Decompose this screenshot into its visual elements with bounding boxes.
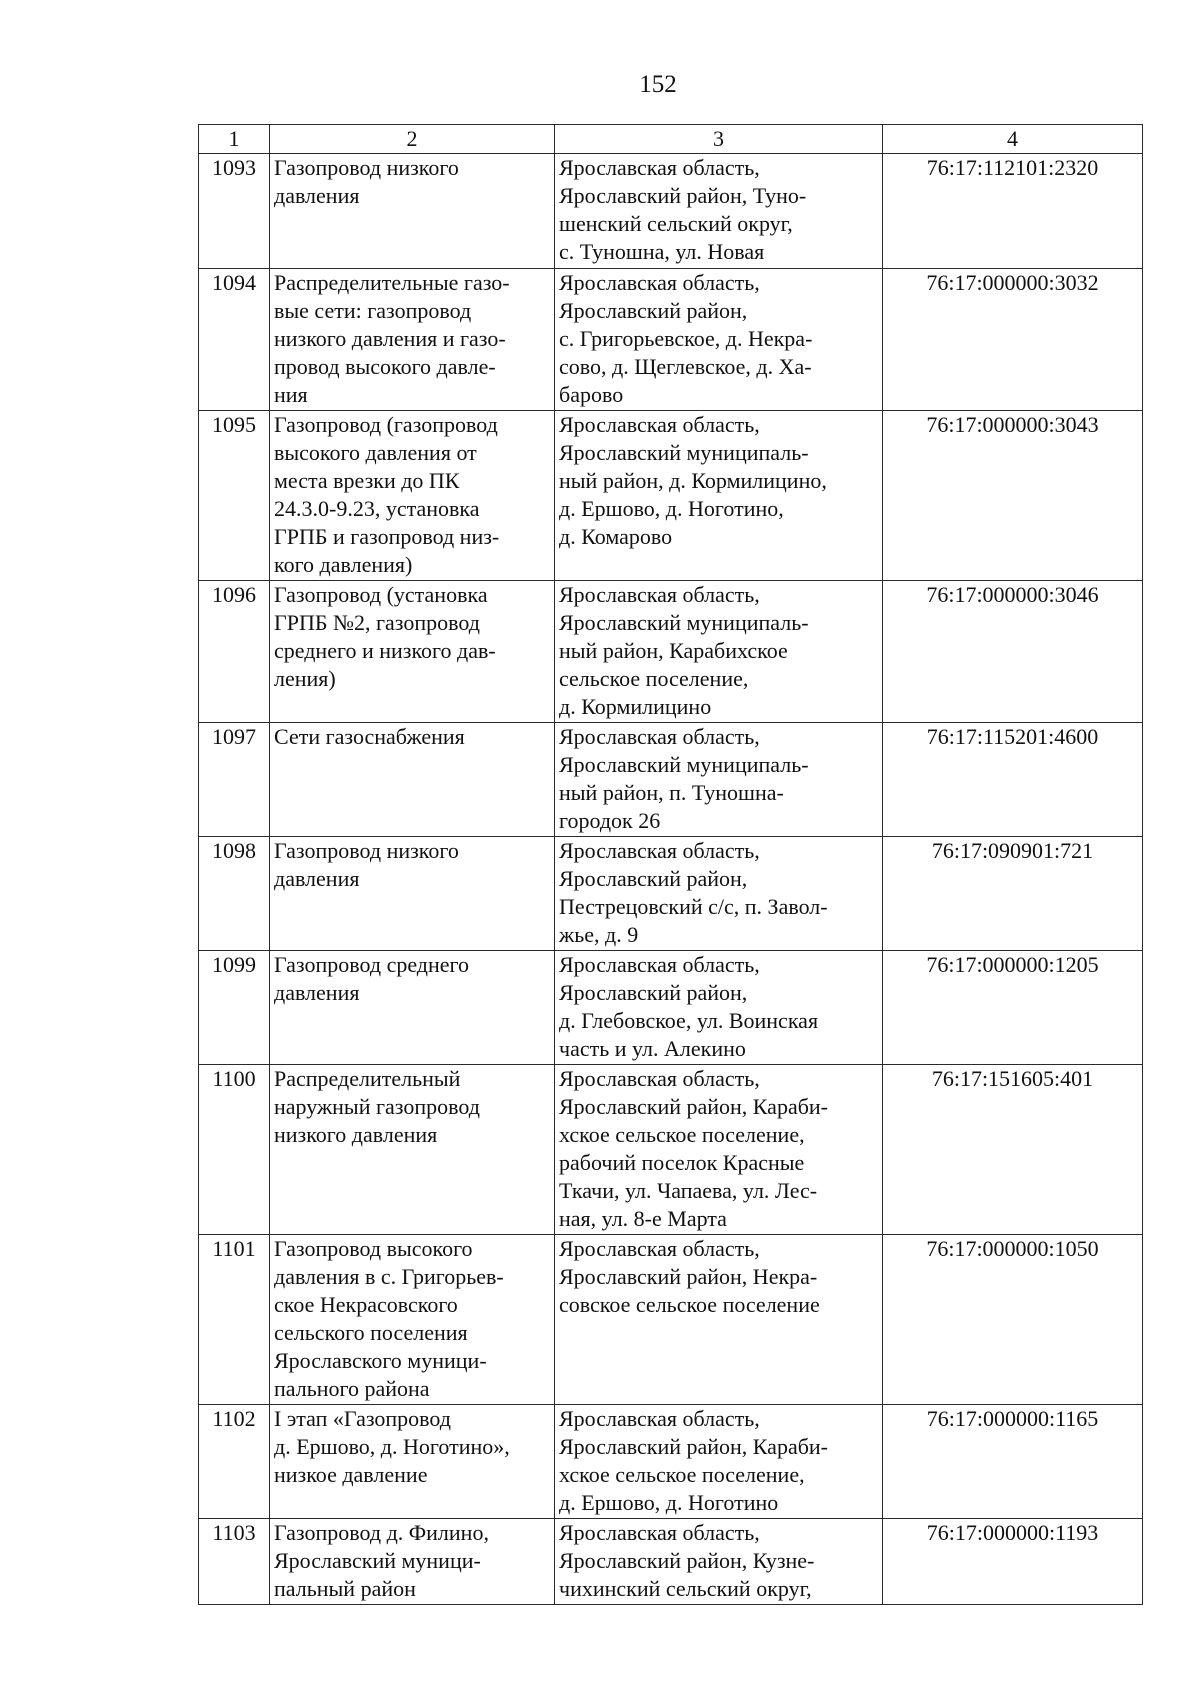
object-name [270, 411, 555, 581]
object-name-line: Ярославский муници- [274, 1548, 481, 1573]
object-address-line: сово, д. Щеглевское, д. Ха- [559, 354, 812, 379]
row-number: 1099 [199, 951, 270, 1065]
object-address [555, 723, 883, 837]
object-address-line: барово [559, 382, 624, 407]
object-name-line: низкого давления и газо- [274, 326, 506, 351]
object-address-line: д. Ершово, д. Ноготино [559, 1490, 779, 1515]
object-address-line: Ярославская область, [559, 952, 760, 977]
object-name-line: провод высокого давле- [274, 354, 496, 379]
row-number: 1100 [199, 1065, 270, 1235]
cadastral-number: 76:17:000000:3043 [883, 411, 1143, 581]
object-name [270, 723, 555, 837]
object-address-line: шенский сельский округ, [559, 211, 793, 236]
object-name [270, 1519, 555, 1605]
object-address-line: Ярославский район, Кузне- [559, 1548, 815, 1573]
object-address-line: ный район, Карабихское [559, 638, 788, 663]
table-row [199, 1519, 1143, 1605]
column-header: 1 [199, 125, 270, 154]
cadastral-number: 76:17:090901:721 [883, 837, 1143, 951]
object-name-line: Сети газоснабжения [274, 724, 465, 749]
object-address [555, 1065, 883, 1235]
object-address-line: Ярославская область, [559, 582, 760, 607]
object-address-line: Ярославский район, Караби- [559, 1434, 829, 1459]
object-name-line: Газопровод низкого [274, 838, 459, 863]
object-name [270, 951, 555, 1065]
table-row [199, 1235, 1143, 1405]
object-address [555, 581, 883, 723]
object-name-line: высокого давления от [274, 440, 477, 465]
row-number: 1094 [199, 269, 270, 411]
object-address-line: Ярославский район, Туно- [559, 183, 807, 208]
object-address-line: д. Глебовское, ул. Воинская [559, 1008, 819, 1033]
object-address-line: Ярославский район, [559, 980, 748, 1005]
row-number: 1103 [199, 1519, 270, 1605]
object-name-line: Ярославского муници- [274, 1348, 487, 1373]
object-name-line: д. Ершово, д. Ноготино», [274, 1434, 510, 1459]
object-address-line: Ярославский район, [559, 866, 748, 891]
object-name-line: давления [274, 980, 360, 1005]
cadastral-number: 76:17:000000:1050 [883, 1235, 1143, 1405]
object-address-line: Ярославская область, [559, 412, 760, 437]
object-address-line: Ярославская область, [559, 1066, 760, 1091]
object-address-line: Ярославская область, [559, 270, 760, 295]
object-address-line: Ярославский муниципаль- [559, 610, 809, 635]
object-address-line: Ярославский район, [559, 298, 748, 323]
object-address [555, 411, 883, 581]
object-address-line: рабочий поселок Красные [559, 1150, 805, 1175]
object-address-line: Ярославский муниципаль- [559, 440, 809, 465]
object-address-line: хское сельское поселение, [559, 1462, 805, 1487]
object-name-line: 24.3.0-9.23, установка [274, 496, 480, 521]
row-number: 1098 [199, 837, 270, 951]
object-name-line: сельского поселения [274, 1320, 468, 1345]
cadastral-number: 76:17:000000:1193 [883, 1519, 1143, 1605]
registry-table [198, 124, 1143, 1605]
object-address-line: чихинский сельский округ, [559, 1576, 812, 1601]
table-row [199, 951, 1143, 1065]
table-row [199, 269, 1143, 411]
object-name-line: пальный район [274, 1576, 416, 1601]
object-address-line: городок 26 [559, 808, 661, 833]
object-name [270, 269, 555, 411]
object-name-line: низкое давление [274, 1462, 428, 1487]
object-address [555, 1235, 883, 1405]
object-name-line: Распределительные газо- [274, 270, 510, 295]
object-name-line: места врезки до ПК [274, 468, 460, 493]
object-address-line: Ярославская область, [559, 724, 760, 749]
object-name-line: ления) [274, 666, 336, 691]
table-row [199, 154, 1143, 269]
object-name-line: Газопровод д. Филино, [274, 1520, 489, 1545]
object-name-line: вые сети: газопровод [274, 298, 472, 323]
object-address-line: Ярославская область, [559, 1406, 760, 1431]
object-address-line: Ярославский муниципаль- [559, 752, 809, 777]
object-address-line: хское сельское поселение, [559, 1122, 805, 1147]
object-name-line: Распределительный [274, 1066, 461, 1091]
table-row [199, 1405, 1143, 1519]
object-address [555, 1405, 883, 1519]
object-address-line: д. Комарово [559, 524, 673, 549]
object-address [555, 1519, 883, 1605]
table-header-row [199, 125, 1143, 154]
page-number: 152 [639, 71, 677, 98]
column-header: 4 [883, 125, 1143, 154]
object-address-line: Ярославский район, Караби- [559, 1094, 829, 1119]
object-address-line: Пестрецовский с/с, п. Завол- [559, 894, 828, 919]
object-address-line: жье, д. 9 [559, 922, 639, 947]
object-name-line: давления [274, 866, 360, 891]
cadastral-number: 76:17:000000:1205 [883, 951, 1143, 1065]
object-name [270, 837, 555, 951]
object-name [270, 154, 555, 269]
cadastral-number: 76:17:151605:401 [883, 1065, 1143, 1235]
row-number: 1096 [199, 581, 270, 723]
table-row [199, 411, 1143, 581]
object-name-line: ГРПБ №2, газопровод [274, 610, 480, 635]
table-row [199, 1065, 1143, 1235]
row-number: 1101 [199, 1235, 270, 1405]
cadastral-number: 76:17:000000:3032 [883, 269, 1143, 411]
object-name [270, 1065, 555, 1235]
column-header: 2 [270, 125, 555, 154]
object-address-line: ный район, п. Туношна- [559, 780, 784, 805]
object-address-line: Ярославская область, [559, 838, 760, 863]
object-name [270, 1235, 555, 1405]
row-number: 1093 [199, 154, 270, 269]
object-name-line: давления [274, 183, 360, 208]
table-row [199, 837, 1143, 951]
object-name-line: Газопровод низкого [274, 155, 459, 180]
object-address-line: сельское поселение, [559, 666, 749, 691]
object-address-line: д. Кормилицино [559, 694, 712, 719]
object-name-line: пального района [274, 1376, 430, 1401]
object-address-line: Ярославский район, Некра- [559, 1264, 818, 1289]
cadastral-number: 76:17:000000:3046 [883, 581, 1143, 723]
object-name [270, 581, 555, 723]
object-address-line: Ткачи, ул. Чапаева, ул. Лес- [559, 1178, 818, 1203]
object-name-line: Газопровод (газопровод [274, 412, 498, 437]
object-address-line: Ярославская область, [559, 155, 760, 180]
object-name-line: среднего и низкого дав- [274, 638, 496, 663]
object-address [555, 837, 883, 951]
object-name-line: ГРПБ и газопровод низ- [274, 524, 500, 549]
object-address [555, 154, 883, 269]
object-address-line: совское сельское поселение [559, 1292, 820, 1317]
object-name-line: ское Некрасовского [274, 1292, 458, 1317]
row-number: 1097 [199, 723, 270, 837]
object-address-line: ная, ул. 8-е Марта [559, 1206, 727, 1231]
object-address-line: ный район, д. Кормилицино, [559, 468, 827, 493]
object-name-line: давления в с. Григорьев- [274, 1264, 504, 1289]
cadastral-number: 76:17:112101:2320 [883, 154, 1143, 269]
object-name-line: Газопровод среднего [274, 952, 470, 977]
object-address-line: Ярославская область, [559, 1236, 760, 1261]
table-row [199, 581, 1143, 723]
object-address-line: д. Ершово, д. Ноготино, [559, 496, 784, 521]
object-address-line: Ярославская область, [559, 1520, 760, 1545]
object-address [555, 951, 883, 1065]
object-address [555, 269, 883, 411]
object-name-line: кого давления) [274, 552, 413, 577]
column-header: 3 [555, 125, 883, 154]
object-name-line: ния [274, 382, 308, 407]
cadastral-number: 76:17:115201:4600 [883, 723, 1143, 837]
object-address-line: с. Туношна, ул. Новая [559, 239, 765, 264]
object-name-line: низкого давления [274, 1122, 438, 1147]
row-number: 1095 [199, 411, 270, 581]
object-address-line: с. Григорьевское, д. Некра- [559, 326, 813, 351]
object-name [270, 1405, 555, 1519]
object-name-line: I этап «Газопровод [274, 1406, 451, 1431]
table-row [199, 723, 1143, 837]
cadastral-number: 76:17:000000:1165 [883, 1405, 1143, 1519]
row-number: 1102 [199, 1405, 270, 1519]
object-address-line: часть и ул. Алекино [559, 1036, 746, 1061]
object-name-line: наружный газопровод [274, 1094, 480, 1119]
object-name-line: Газопровод высокого [274, 1236, 473, 1261]
object-name-line: Газопровод (установка [274, 582, 488, 607]
